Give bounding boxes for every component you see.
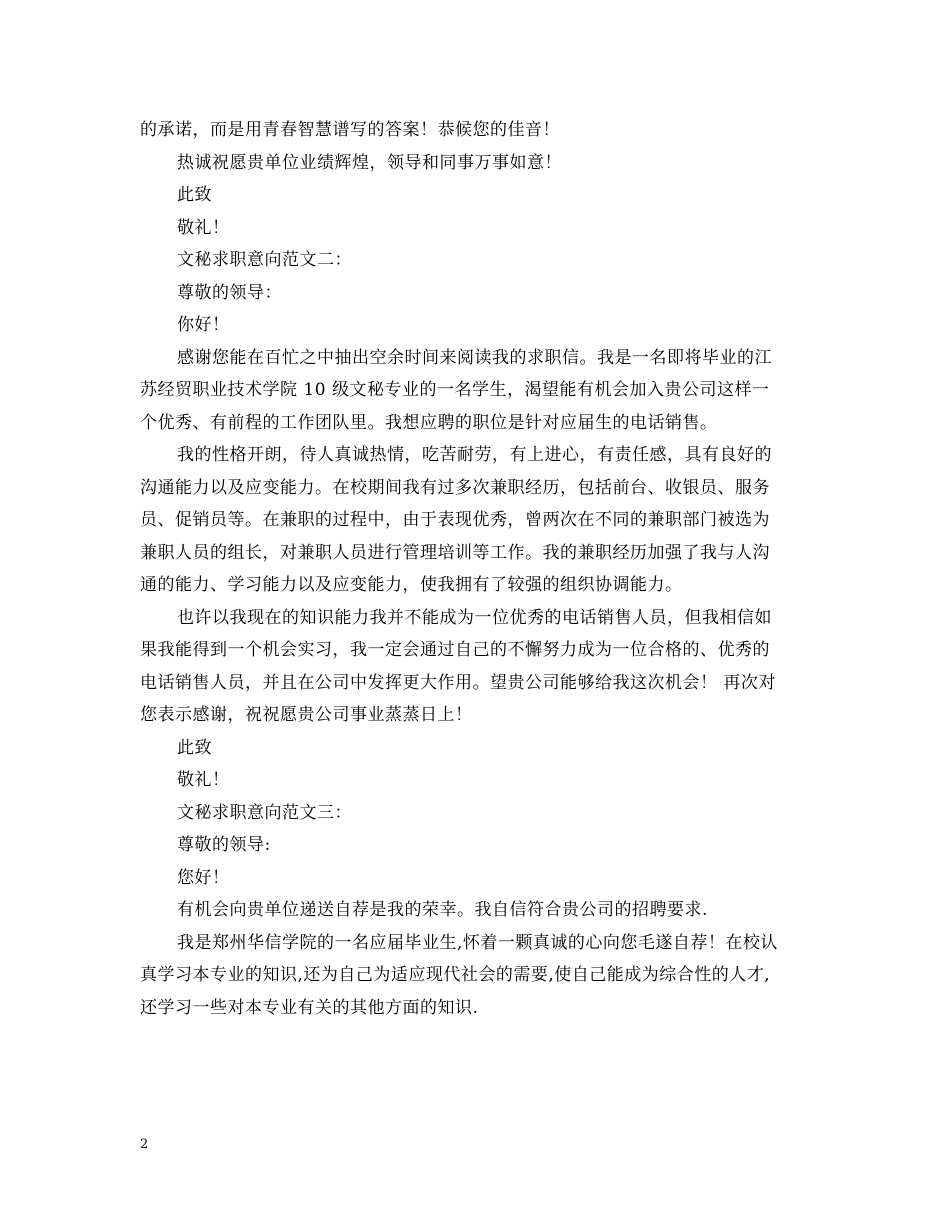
text-line: 文秘求职意向范文二：	[177, 250, 352, 270]
text-line: 沟通能力以及应变能力。在校期间我有过多次兼职经历，包括前台、收银员、服务	[140, 477, 770, 498]
text-line: 还学习一些对本专业有关的其他方面的知识.	[140, 997, 479, 1018]
text-line: 此致	[177, 185, 212, 205]
text-line: 兼职人员的组长，对兼职人员进行管理培训等工作。我的兼职经历加强了我与人沟	[140, 542, 770, 563]
text-line: 果我能得到一个机会实习，我一定会通过自己的不懈努力成为一位合格的、优秀的	[140, 640, 770, 660]
text-line: 您表示感谢，祝祝愿贵公司事业蒸蒸日上！	[140, 705, 473, 725]
text-line: 敬礼！	[177, 770, 230, 790]
text-line: 有机会向贵单位递送自荐是我的荣幸。我自信符合贵公司的招聘要求.	[177, 900, 708, 920]
text-line: 感谢您能在百忙之中抽出空余时间来阅读我的求职信。我是一名即将毕业的江	[177, 347, 772, 368]
text-line: 你好！	[177, 315, 230, 335]
text-line: 苏经贸职业技术学院 10 级文秘专业的一名学生，渴望能有机会加入贵公司这样一	[140, 380, 770, 400]
text-line: 我是郑州华信学院的一名应届毕业生,怀着一颗真诚的心向您毛遂自荐！在校认	[177, 932, 778, 953]
text-line: 我的性格开朗，待人真诚热情，吃苦耐劳，有上进心，有责任感，具有良好的	[177, 445, 772, 465]
text-line: 电话销售人员，并且在公司中发挥更大作用。望贵公司能够给我这次机会！ 再次对	[140, 672, 776, 693]
text-line: 您好！	[177, 867, 230, 888]
text-line: 尊敬的领导:	[177, 835, 271, 855]
text-line: 的承诺，而是用青春智慧谱写的答案！恭候您的佳音！	[140, 120, 560, 140]
text-line: 文秘求职意向范文三：	[177, 802, 352, 823]
text-line: 热诚祝愿贵单位业绩辉煌，领导和同事万事如意！	[177, 152, 562, 173]
page-number: 2	[140, 1137, 149, 1152]
text-line: 通的能力、学习能力以及应变能力，使我拥有了较强的组织协调能力。	[140, 575, 683, 595]
text-line: 个优秀、有前程的工作团队里。我想应聘的职位是针对应届生的电话销售。	[140, 412, 718, 433]
text-line: 尊敬的领导：	[177, 282, 282, 303]
body-text	[140, 114, 812, 1024]
text-line: 也许以我现在的知识能力我并不能成为一位优秀的电话销售人员，但我相信如	[177, 607, 772, 628]
text-line: 员、促销员等。在兼职的过程中，由于表现优秀，曾两次在不同的兼职部门被选为	[140, 510, 770, 530]
text-line: 此致	[177, 737, 212, 758]
text-line: 敬礼！	[177, 217, 230, 238]
text-line: 真学习本专业的知识,还为自己为适应现代社会的需要,使自己能成为综合性的人才,	[140, 965, 771, 985]
